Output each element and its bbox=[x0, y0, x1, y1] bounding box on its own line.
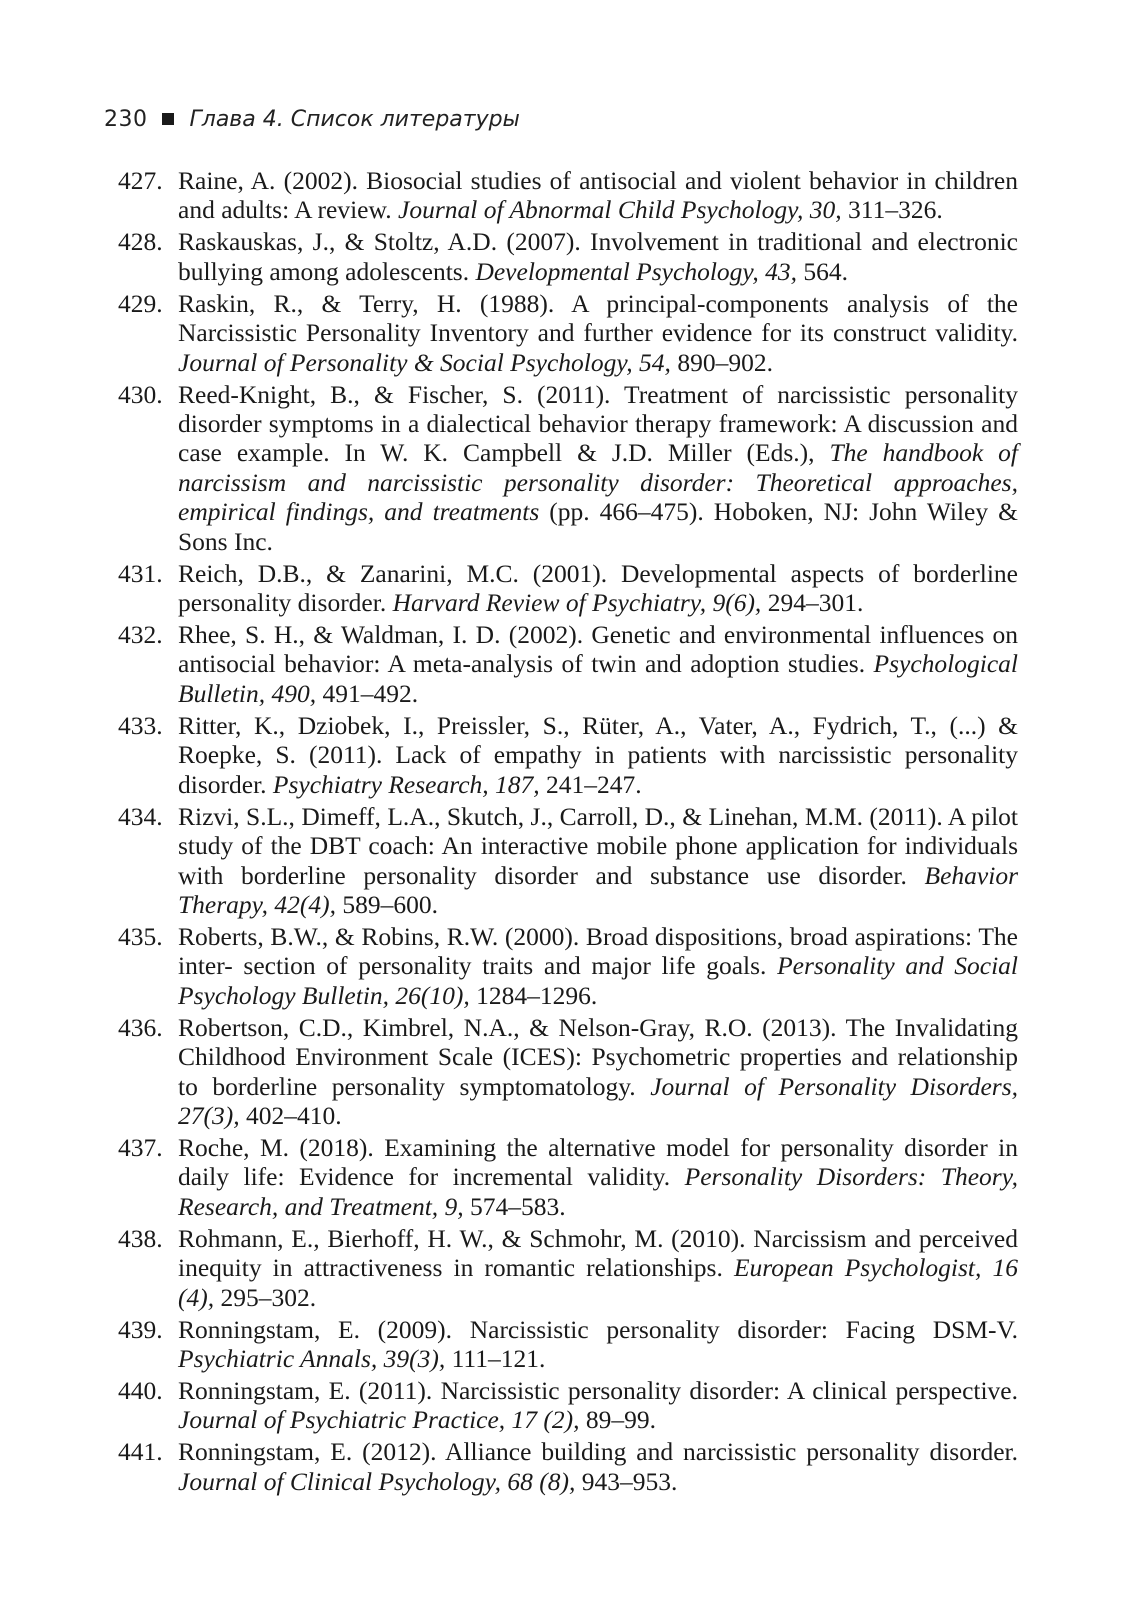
reference-citation: Ronningstam, E. (2009). Narcissistic personality disorder: Facing DSM-V. bbox=[178, 1314, 1018, 1344]
reference-pages: 943–953. bbox=[575, 1466, 678, 1496]
reference-pages: 890–902. bbox=[670, 347, 773, 377]
reference-number: 427. bbox=[118, 166, 163, 195]
running-head bbox=[104, 101, 520, 137]
reference-source: Journal of Personality Disorders, 27(3), bbox=[178, 1071, 1018, 1130]
reference-pages: 294–301. bbox=[761, 588, 864, 618]
reference-number: 435. bbox=[118, 921, 163, 951]
reference-pages: 491–492. bbox=[316, 678, 419, 708]
page-number: 230 bbox=[104, 106, 148, 132]
reference-item bbox=[0, 922, 1124, 1010]
reference-number: 432. bbox=[118, 620, 163, 650]
reference-text bbox=[178, 711, 1018, 799]
reference-item bbox=[0, 1133, 1124, 1221]
reference-pages: 402–410. bbox=[239, 1100, 342, 1130]
reference-source: Developmental Psychology, 43, bbox=[475, 256, 797, 286]
reference-source: Psychiatry Research, 187, bbox=[272, 769, 540, 799]
reference-pages: 311–326. bbox=[841, 195, 943, 225]
reference-citation: Rizvi, S.L., Dimeff, L.A., Skutch, J., Carroll, D., & Linehan, M.M. (2011). A pilot study of the DBT coach: An interactive mobile phone application for individuals with borderline personality disorder and substance use disorder. bbox=[178, 801, 1018, 890]
reference-text bbox=[178, 1315, 1018, 1374]
reference-number: 440. bbox=[118, 1375, 163, 1405]
reference-pages: (pp. 466–475). Hoboken, NJ: John Wiley & Sons Inc. bbox=[178, 497, 1018, 556]
reference-text bbox=[178, 802, 1018, 920]
reference-text bbox=[178, 289, 1018, 377]
reference-text bbox=[178, 620, 1018, 708]
reference-text bbox=[178, 380, 1018, 556]
reference-number: 438. bbox=[118, 1223, 163, 1253]
square-bullet-icon bbox=[162, 113, 174, 125]
reference-item bbox=[0, 227, 1124, 286]
reference-number: 436. bbox=[118, 1012, 163, 1042]
reference-pages: 574–583. bbox=[463, 1191, 566, 1221]
reference-source: Journal of Clinical Psychology, 68 (8), bbox=[178, 1466, 576, 1496]
reference-source: Personality and Social Psychology Bulletin, 26(10), bbox=[178, 951, 1018, 1010]
reference-source: Harvard Review of Psychiatry, 9(6), bbox=[392, 588, 762, 618]
reference-source: Psychiatric Annals, 39(3), bbox=[178, 1343, 446, 1373]
reference-number: 437. bbox=[118, 1132, 163, 1162]
reference-text bbox=[178, 166, 1018, 225]
reference-pages: 295–302. bbox=[214, 1282, 317, 1312]
reference-number: 428. bbox=[118, 227, 163, 257]
reference-source: Behavior Therapy, 42(4), bbox=[178, 860, 1018, 919]
reference-citation: Raine, A. (2002). Biosocial studies of antisocial and violent behavior in children and adults: A review. bbox=[178, 166, 1018, 225]
reference-text bbox=[178, 1376, 1018, 1435]
reference-citation: Raskauskas, J., & Stoltz, A.D. (2007). Involvement in traditional and electronic bullying among adolescents. bbox=[178, 227, 1018, 286]
reference-citation: Roberts, B.W., & Robins, R.W. (2000). Broad dispositions, broad aspirations: The inter- section of personality traits and major life goals. bbox=[178, 921, 1018, 981]
reference-number: 431. bbox=[118, 558, 163, 588]
reference-text bbox=[178, 922, 1018, 1010]
reference-text bbox=[178, 227, 1018, 286]
reference-citation: Ronningstam, E. (2012). Alliance building and narcissistic personality disorder. bbox=[178, 1437, 1018, 1467]
reference-item bbox=[0, 1437, 1124, 1496]
reference-text bbox=[178, 1224, 1018, 1312]
reference-source: Journal of Abnormal Child Psychology, 30, bbox=[398, 195, 842, 225]
reference-citation: Rhee, S. H., & Waldman, I. D. (2002). Genetic and environmental influences on antisocial behavior: A meta-analysis of twin and adoption studies. bbox=[178, 620, 1018, 679]
reference-item bbox=[0, 559, 1124, 618]
reference-item bbox=[0, 1315, 1124, 1374]
reference-text bbox=[178, 1013, 1018, 1131]
reference-source: Journal of Psychiatric Practice, 17 (2), bbox=[178, 1405, 580, 1435]
reference-pages: 241–247. bbox=[539, 769, 642, 799]
chapter-title: Глава 4. Список литературы bbox=[189, 106, 520, 132]
reference-item bbox=[0, 289, 1124, 377]
reference-pages: 564. bbox=[796, 256, 848, 286]
reference-source: Journal of Personality & Social Psychology, 54, bbox=[178, 347, 671, 377]
reference-source: The handbook of narcissism and narcissistic personality disorder: Theoretical approaches, empirical findings, and treatments bbox=[178, 438, 1018, 527]
reference-citation: Robertson, C.D., Kimbrel, N.A., & Nelson-Gray, R.O. (2013). The Invalidating Childhood Environment Scale (ICES): Psychometric properties and relationship to borderline personality symptomatology. bbox=[178, 1012, 1018, 1101]
reference-text bbox=[178, 559, 1018, 618]
reference-pages: 589–600. bbox=[335, 889, 438, 919]
reference-item bbox=[0, 380, 1124, 556]
reference-pages: 1284–1296. bbox=[469, 980, 598, 1010]
reference-number: 434. bbox=[118, 801, 163, 831]
reference-citation: Reich, D.B., & Zanarini, M.C. (2001). Developmental aspects of borderline personality disorder. bbox=[178, 558, 1018, 618]
reference-item bbox=[0, 1013, 1124, 1131]
reference-text bbox=[178, 1133, 1018, 1221]
reference-item bbox=[0, 1224, 1124, 1312]
reference-citation: Raskin, R., & Terry, H. (1988). A principal-components analysis of the Narcissistic Personality Inventory and further evidence for its construct validity. bbox=[178, 288, 1018, 348]
reference-item bbox=[0, 802, 1124, 920]
reference-number: 429. bbox=[118, 288, 163, 318]
reference-item bbox=[0, 711, 1124, 799]
reference-citation: Rohmann, E., Bierhoff, H. W., & Schmohr, M. (2010). Narcissism and perceived inequity in attractiveness in romantic relationships. bbox=[178, 1223, 1018, 1283]
reference-source: European Psychologist, 16 (4), bbox=[178, 1253, 1018, 1312]
reference-citation: Reed-Knight, B., & Fischer, S. (2011). Treatment of narcissistic personality disorder symptoms in a dialectical behavior therapy framework: A discussion and case example. In W. K. Campbell & J.D. Miller (Eds.), bbox=[178, 379, 1018, 468]
reference-source: Psychological Bulletin, 490, bbox=[178, 649, 1018, 708]
reference-pages: 111–121. bbox=[445, 1343, 546, 1373]
reference-item bbox=[0, 166, 1124, 225]
reference-number: 439. bbox=[118, 1314, 163, 1344]
reference-item bbox=[0, 1376, 1124, 1435]
reference-number: 441. bbox=[118, 1437, 163, 1467]
reference-source: Personality Disorders: Theory, Research, and Treatment, 9, bbox=[178, 1162, 1018, 1221]
reference-citation: Ritter, K., Dziobek, I., Preissler, S., Rüter, A., Vater, A., Fydrich, T., (...) & Roepke, S. (2011). Lack of empathy in patients with narcissistic personality disorder. bbox=[178, 710, 1018, 799]
reference-number: 433. bbox=[118, 710, 163, 740]
reference-citation: Roche, M. (2018). Examining the alternative model for personality disorder in daily life: Evidence for incremental validity. bbox=[178, 1132, 1018, 1192]
reference-number: 430. bbox=[118, 379, 163, 409]
reference-pages: 89–99. bbox=[579, 1405, 657, 1435]
reference-item bbox=[0, 620, 1124, 708]
reference-text bbox=[178, 1437, 1018, 1496]
reference-citation: Ronningstam, E. (2011). Narcissistic personality disorder: A clinical perspective. bbox=[178, 1375, 1018, 1405]
reference-list bbox=[0, 166, 1124, 1499]
